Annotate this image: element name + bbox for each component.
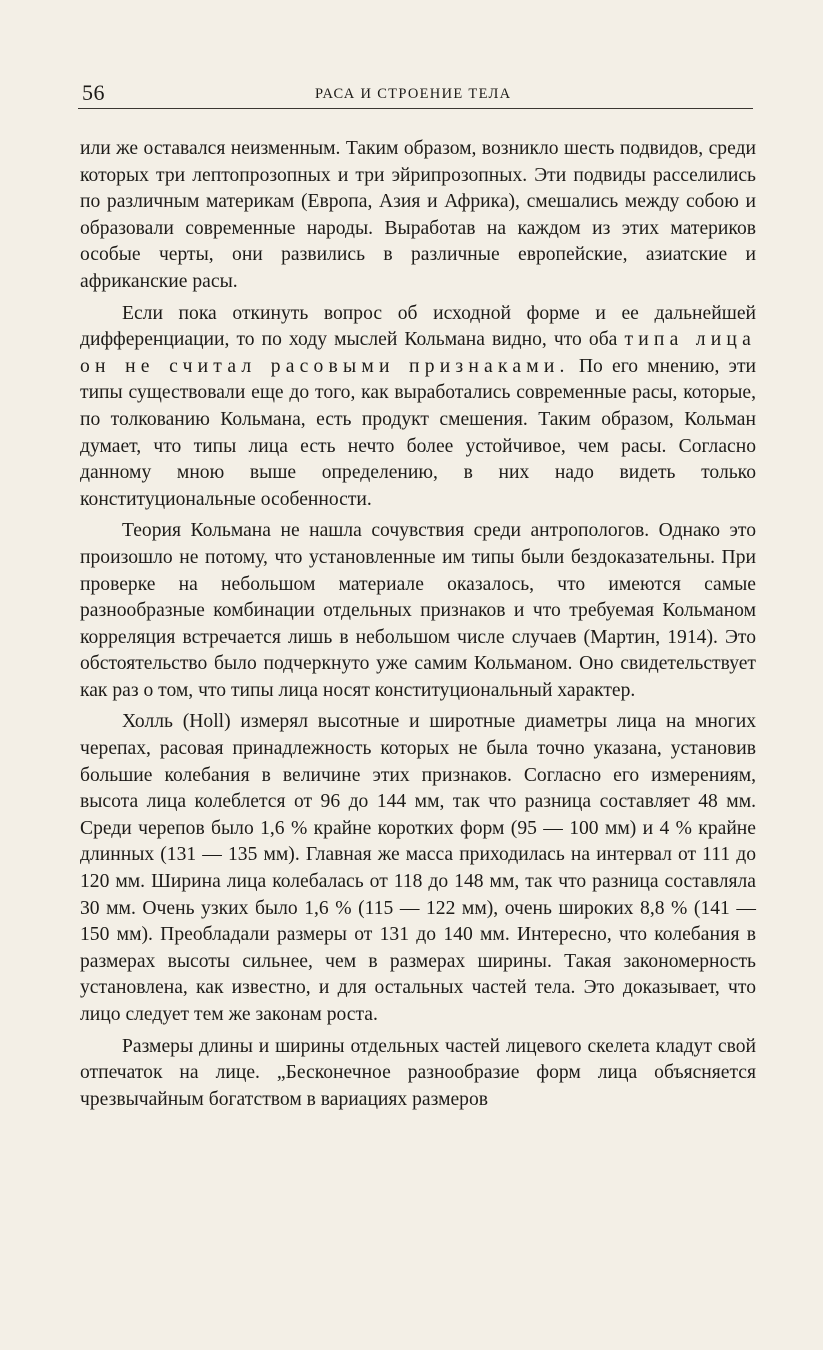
page-header	[78, 80, 753, 109]
paragraph-4: Холль (Holl) измерял высотные и широтные диаметры лица на многих черепах, расовая принадлежность которых не была точно указана, установив большие колебания в величине этих признаков. Согласно его измерениям, высота лица колеблется от 96 до 144 мм, так что разница составляет 48 мм. Среди черепов было 1,6 % крайне коротких форм (95 — 100 мм) и 4 % крайне длинных (131 — 135 мм). Главная же масса приходилась на интервал от 111 до 120 мм. Ширина лица колебалась от 118 до 148 мм, так что разница составляла 30 мм. Очень узких было 1,6 % (115 — 122 мм), очень широких 8,8 % (141 — 150 мм). Преобладали размеры от 131 до 140 мм. Интересно, что колебания в размерах высоты сильнее, чем в размерах ширины. Такая закономерность установлена, как известно, и для остальных частей тела. Это доказывает, что лицо следует тем же законам роста.	[80, 711, 756, 1025]
paragraph-3: Теория Кольмана не нашла сочувствия среди антропологов. Однако это произошло не потому, что установленные им типы были бездоказательны. При проверке на небольшом материале оказалось, что имеются самые разнообразные комбинации отдельных признаков и что требуемая Кольманом корреляция встречается лишь в небольшом числе случаев (Мартин, 1914). Это обстоятельство было подчеркнуто уже самим Кольманом. Оно свидетельствует как раз о том, что типы лица носят конституциональный характер.	[80, 520, 756, 701]
page-number: 56	[82, 80, 105, 105]
paragraph-2-end: По его мнению, эти типы существовали еще до того, как выработались современные расы, которые, по толкованию Кольмана, есть продукт смешения. Таким образом, Кольман думает, что типы лица есть нечто более устойчивое, чем расы. Согласно данному мною выше определению, в них надо видеть только конституциональные особенности.	[80, 355, 756, 510]
paragraph-2-start: Если пока откинуть вопрос об исходной форме и ее дальнейшей дифференциации, то по ходу мыслей Кольмана видно, что оба	[80, 302, 756, 351]
paragraph-5: Размеры длины и ширины отдельных частей лицевого скелета кладут свой отпечаток на лице. „Бесконечное разнообразие форм лица объясняется чрезвычайным богатством в вариациях размеров	[80, 1035, 756, 1110]
paragraph-1: или же оставался неизменным. Таким образом, возникло шесть подвидов, среди которых три лептопрозопных и три эйрипрозопных. Эти подвиды расселились по различным материкам (Европа, Азия и Африка), смешались между собою и образовали современные народы. Выработав на каждом из этих материков особые черты, они развились в различные европейские, азиатские и африканские расы.	[80, 138, 756, 292]
body-text	[80, 136, 756, 1118]
running-title: РАСА И СТРОЕНИЕ ТЕЛА	[315, 86, 512, 102]
spaced-emphasis: типа лица он не считал расовыми признаками.	[80, 329, 756, 377]
paragraph-2	[80, 301, 756, 514]
